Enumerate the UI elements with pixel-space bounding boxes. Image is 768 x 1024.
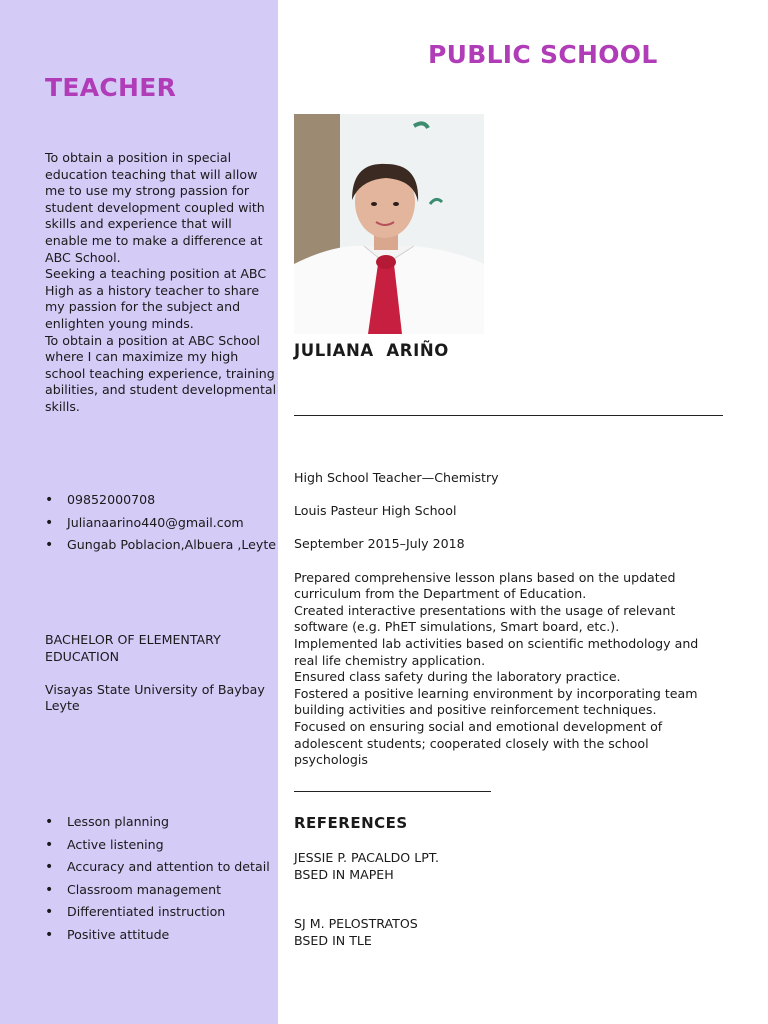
school-heading: PUBLIC SCHOOL: [428, 40, 658, 69]
skill-item: • Lesson planning: [45, 814, 270, 837]
name-divider: [294, 415, 723, 416]
skill-item: • Differentiated instruction: [45, 904, 270, 927]
duty-item: Implemented lab activities based on scientific methodology and real life chemistry application.: [294, 635, 699, 668]
duty-item: Ensured class safety during the laboratory practice.: [294, 669, 621, 685]
degree-text: BACHELOR OF ELEMENTARY EDUCATION: [45, 632, 221, 664]
skill-item: • Positive attitude: [45, 927, 270, 950]
skills-list: [45, 814, 270, 950]
reference-name: JESSIE P. PACALDO LPT.: [294, 850, 440, 865]
duty-item: Prepared comprehensive lesson plans based on the updated curriculum from the Department of Education.: [294, 569, 676, 602]
duty-item: Created interactive presentations with the usage of relevant software (e.g. PhET simulations, Smart board, etc.).: [294, 602, 676, 635]
candidate-name: JULIANA ARIÑO: [294, 341, 449, 360]
reference-entry: [294, 916, 594, 949]
objective-paragraph: Seeking a teaching position at ABC High as a history teacher to share my passion for the subject and enlighten young minds.: [45, 266, 267, 331]
phone-item: • 09852000708: [45, 492, 276, 515]
references-heading: REFERENCES: [294, 814, 408, 832]
reference-degree: BSED IN TLE: [294, 932, 372, 948]
experience-divider: [294, 791, 491, 792]
duty-item: Fostered a positive learning environment by incorporating team building activities and positive reinforcement techniques.: [294, 685, 698, 718]
job-title: High School Teacher—Chemistry: [294, 470, 499, 485]
objective-paragraph: To obtain a position at ABC School where I can maximize my high school teaching experience, training abilities, and student developmental skills.: [45, 332, 277, 414]
reference-entry: [294, 850, 594, 883]
job-school: Louis Pasteur High School: [294, 503, 457, 519]
objective-paragraph: To obtain a position in special education teaching that will allow me to use my strong passion for student development coupled with skills and experience that will enable me to make a difference at ABC School.: [45, 150, 265, 265]
skill-item: • Active listening: [45, 837, 270, 860]
skill-item: • Classroom management: [45, 882, 270, 905]
job-duties: [294, 570, 714, 769]
education-section: [45, 632, 277, 715]
reference-degree: BSED IN MAPEH: [294, 866, 394, 882]
role-heading: TEACHER: [45, 73, 177, 102]
profile-photo: [294, 114, 484, 334]
university-text: Visayas State University of Baybay Leyte: [45, 681, 265, 714]
duty-item: Focused on ensuring social and emotional development of adolescent students; cooperated closely with the school psychologis: [294, 718, 663, 768]
contact-list: [45, 492, 276, 560]
job-dates: September 2015–July 2018: [294, 536, 465, 552]
objective-section: [45, 150, 277, 416]
skill-item: • Accuracy and attention to detail: [45, 859, 270, 882]
reference-name: SJ M. PELOSTRATOS: [294, 916, 418, 931]
email-item: • Julianaarino440@gmail.com: [45, 515, 276, 538]
address-item: • Gungab Poblacion,Albuera ,Leyte: [45, 537, 276, 560]
experience-section: [294, 470, 714, 769]
